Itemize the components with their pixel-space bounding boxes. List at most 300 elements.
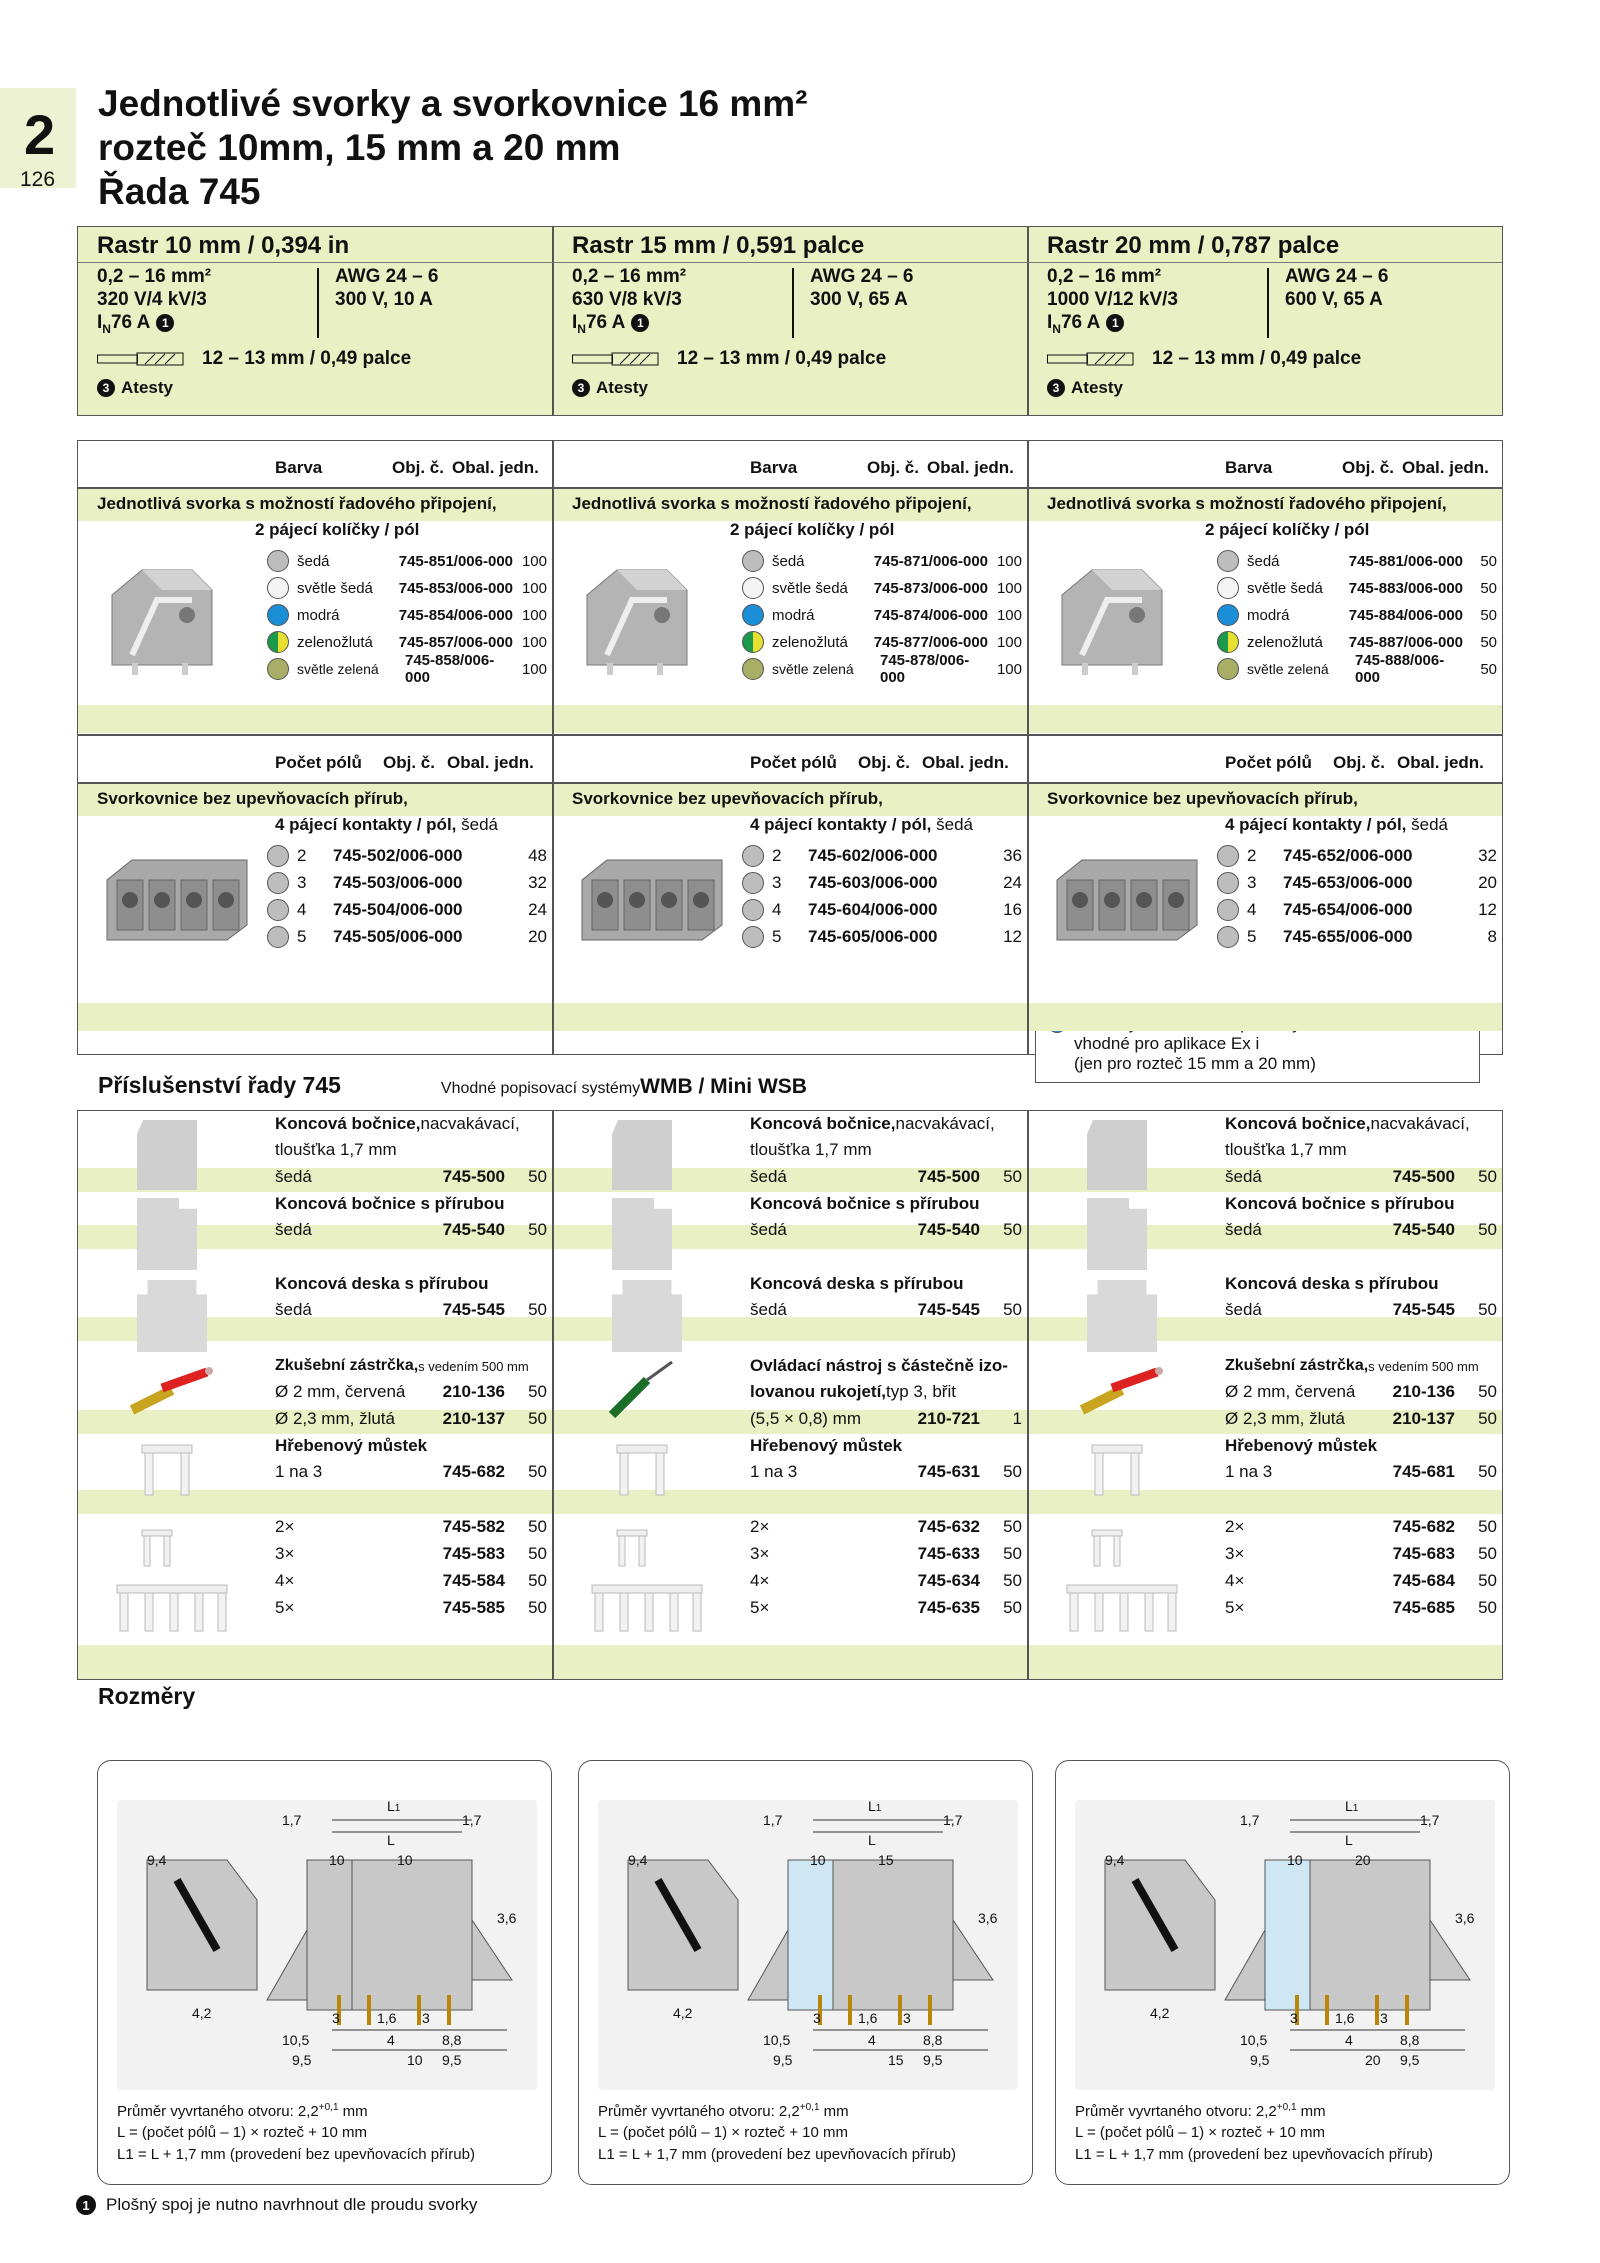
- acc-order-number: 745-540: [442, 1220, 505, 1239]
- dim-label: 4,2: [1150, 2005, 1170, 2021]
- pack-unit: 100: [521, 633, 547, 651]
- pack-unit: 100: [996, 606, 1022, 624]
- dim-label: 1,7: [1420, 1812, 1440, 1828]
- note-line-3: (jen pro rozteč 15 mm a 20 mm): [1074, 1054, 1316, 1073]
- order-number: 745-851/006-000: [398, 552, 513, 570]
- spec-approvals: [572, 378, 648, 398]
- acc-text: šedá: [1225, 1220, 1262, 1239]
- t2-h-pack: Obal. jedn.: [447, 753, 534, 772]
- t1-h-pack: Obal. jedn.: [927, 458, 1014, 477]
- spec-vrule: [792, 268, 794, 338]
- bridge-poles: 5×: [750, 1598, 770, 1617]
- spec-current-sub: N: [1052, 322, 1061, 336]
- acc-line: [1225, 1192, 1497, 1216]
- terminal-image: [577, 555, 697, 675]
- acc-title: Koncová bočnice,: [1225, 1114, 1371, 1133]
- pack-unit: 100: [521, 552, 547, 570]
- color-swatch-icon: [742, 926, 764, 948]
- acc-order-number: 745-545: [442, 1300, 505, 1319]
- acc-line: [1225, 1460, 1497, 1484]
- color-name: šedá: [297, 552, 330, 570]
- acc-order-number: 745-633: [917, 1544, 980, 1563]
- spec-b2: 300 V, 65 A: [810, 289, 908, 310]
- acc-order-number: 745-584: [442, 1571, 505, 1590]
- dim-label: 4,2: [192, 2005, 212, 2021]
- note-1-icon: 1: [631, 314, 649, 332]
- drill-hole-unit: mm: [338, 2103, 368, 2120]
- spec-a2: 630 V/8 kV/3: [572, 289, 682, 310]
- acc-pack-unit: 50: [1003, 1544, 1022, 1563]
- spec-current-symbol: I: [1047, 312, 1053, 333]
- order-number: 745-505/006-000: [333, 927, 463, 946]
- comb-bridge-row: [750, 1515, 1022, 1539]
- bridge-poles: 4×: [1225, 1571, 1245, 1590]
- acc-line: [1225, 1112, 1497, 1136]
- comb-bridge-image: [612, 1440, 672, 1500]
- spec-current-value: 76 A: [1060, 312, 1101, 333]
- pole-count: 3: [1247, 873, 1257, 892]
- dim-label: 4: [868, 2032, 876, 2048]
- dim-label: 9,5: [1400, 2052, 1420, 2068]
- pack-unit: 8: [1487, 927, 1497, 946]
- acc-pack-unit: 50: [1478, 1409, 1497, 1428]
- bridge-poles: 3×: [275, 1544, 295, 1563]
- acc-pack-unit: 50: [1478, 1462, 1497, 1481]
- acc-order-number: 210-137: [1392, 1409, 1455, 1428]
- dimension-drawing: [1075, 1800, 1495, 2090]
- approvals-label: Atesty: [596, 378, 648, 397]
- order-number: 745-874/006-000: [873, 606, 988, 624]
- t2-h-pack: Obal. jedn.: [1397, 753, 1484, 772]
- pack-unit: 50: [1480, 552, 1497, 570]
- acc-pack-unit: 50: [1003, 1462, 1022, 1481]
- pack-unit: 20: [1478, 873, 1497, 892]
- t1-title: Jednotlivá svorka s možností řadového připojení,: [572, 494, 972, 513]
- acc-title: Koncová bočnice s přírubou: [750, 1194, 980, 1213]
- note-3-icon: 3: [97, 379, 115, 397]
- acc-line: [750, 1165, 1022, 1189]
- color-swatch-icon: [267, 899, 289, 921]
- t2-sub-bold: 4 pájecí kontakty / pól,: [1225, 815, 1407, 834]
- bridge-poles: 4×: [750, 1571, 770, 1590]
- drill-hole-tolerance: +0,1: [318, 2102, 339, 2113]
- test-plug-image: [127, 1360, 217, 1420]
- dim-label: 3: [332, 2010, 340, 2026]
- title-line-3: Řada 745: [98, 171, 261, 212]
- t1-h-obj: Obj. č.: [1342, 458, 1394, 477]
- color-variant-row: [267, 575, 547, 601]
- color-swatch-icon: [1217, 631, 1239, 653]
- t1-sub: 2 pájecí kolíčky / pól: [255, 520, 420, 539]
- color-name: světle zelená: [297, 661, 379, 677]
- acc-pack-unit: 50: [528, 1598, 547, 1617]
- footnote-marker-icon: 1: [76, 2195, 96, 2215]
- pole-count-row: [1217, 924, 1497, 950]
- spec-current-value: 76 A: [110, 312, 151, 333]
- drill-hole-unit: mm: [819, 2103, 849, 2120]
- dim-label: 9,5: [1250, 2052, 1270, 2068]
- acc-pack-unit: 50: [1478, 1571, 1497, 1590]
- acc-text: Ø 2 mm, červená: [275, 1382, 406, 1401]
- acc-title: lovanou rukojetí,: [750, 1382, 887, 1401]
- acc-text: 1 na 3: [275, 1462, 323, 1481]
- acc-text: šedá: [275, 1220, 312, 1239]
- acc-pack-unit: 50: [528, 1409, 547, 1428]
- spec-a1: 0,2 – 16 mm²: [572, 266, 687, 287]
- acc-title: Koncová bočnice s přírubou: [275, 1194, 505, 1213]
- t1-h-color: Barva: [750, 458, 798, 477]
- order-number: 745-603/006-000: [808, 873, 938, 892]
- acc-pack-unit: 50: [528, 1517, 547, 1536]
- pole-count: 4: [1247, 900, 1257, 919]
- acc-pack-unit: 50: [1478, 1517, 1497, 1536]
- acc-pack-unit: 50: [528, 1462, 547, 1481]
- color-variant-row: [742, 602, 1022, 628]
- pack-unit: 24: [1003, 873, 1022, 892]
- acc-line: [275, 1380, 547, 1404]
- pole-count: 2: [772, 846, 782, 865]
- acc-title: Koncová bočnice,: [750, 1114, 896, 1133]
- acc-pack-unit: 50: [528, 1382, 547, 1401]
- acc-subtitle: s vedením 500 mm: [418, 1358, 529, 1374]
- acc-order-number: 745-545: [1392, 1300, 1455, 1319]
- acc-col-divider: [1027, 1110, 1029, 1680]
- dim-label: 10: [397, 1852, 413, 1868]
- pack-unit: 16: [1003, 900, 1022, 919]
- acc-order-number: 745-683: [1392, 1544, 1455, 1563]
- t2-sub-color: šedá: [1406, 815, 1448, 834]
- pole-count: 2: [1247, 846, 1257, 865]
- acc-title: Koncová bočnice,: [275, 1114, 421, 1133]
- color-name: světle šedá: [772, 579, 848, 597]
- pole-count-row: [267, 843, 547, 869]
- order-number: 745-883/006-000: [1348, 579, 1463, 597]
- dim-L1: [868, 1798, 881, 1814]
- acc-subtitle: nacvakávací,: [895, 1114, 995, 1133]
- footnote-text: Plošný spoj je nutno navrhnout dle proudu svorky: [106, 2195, 478, 2214]
- dim-label: 10: [1287, 1852, 1303, 1868]
- acc-title: Koncová deska s přírubou: [750, 1274, 964, 1293]
- t2-sub-bold: 4 pájecí kontakty / pól,: [750, 815, 932, 834]
- drill-hole-text: Průměr vyvrtaného otvoru: 2,2: [1075, 2103, 1277, 2120]
- spec-b2: 600 V, 65 A: [1285, 289, 1383, 310]
- pack-unit: 50: [1480, 633, 1497, 651]
- dim-label: 1,6: [858, 2010, 878, 2026]
- pack-unit: 50: [1480, 579, 1497, 597]
- t1-col-divider: [1027, 440, 1029, 735]
- acc-green-band: [78, 1490, 1502, 1514]
- spec-a1: 0,2 – 16 mm²: [1047, 266, 1162, 287]
- drill-hole-tolerance: +0,1: [1276, 2102, 1297, 2113]
- acc-line: [275, 1298, 547, 1322]
- acc-pack-unit: 50: [1003, 1220, 1022, 1239]
- order-number: 745-887/006-000: [1348, 633, 1463, 651]
- spec-current-symbol: I: [97, 312, 103, 333]
- spec-b2: 300 V, 10 A: [335, 289, 433, 310]
- acc-line: [750, 1192, 1022, 1216]
- dim-L1: [387, 1798, 400, 1814]
- acc-text: šedá: [1225, 1167, 1262, 1186]
- color-name: zelenožlutá: [772, 633, 848, 651]
- pole-count: 2: [297, 846, 307, 865]
- acc-order-number: 210-136: [1392, 1382, 1455, 1401]
- acc-line: [275, 1138, 547, 1162]
- dim-label: L: [387, 1832, 395, 1848]
- acc-line: [1225, 1407, 1497, 1431]
- pack-unit: 20: [528, 927, 547, 946]
- acc-pack-unit: 50: [528, 1571, 547, 1590]
- color-variant-row: [742, 548, 1022, 574]
- acc-pack-unit: 50: [1478, 1220, 1497, 1239]
- dim-label: 9,5: [442, 2052, 462, 2068]
- acc-pack-unit: 50: [1003, 1300, 1022, 1319]
- wire-strip-icon: [572, 352, 660, 366]
- acc-text: šedá: [1225, 1300, 1262, 1319]
- acc-order-number: 745-634: [917, 1571, 980, 1590]
- t2-title: Svorkovnice bez upevňovacích přírub,: [572, 789, 883, 808]
- acc-line: [275, 1434, 547, 1458]
- pack-unit: 50: [1480, 660, 1497, 678]
- color-swatch-icon: [742, 899, 764, 921]
- acc-pack-unit: 50: [1478, 1382, 1497, 1401]
- dim-label: 3,6: [1455, 1910, 1475, 1926]
- pack-unit: 100: [996, 660, 1022, 678]
- spec-header-rule: [77, 262, 552, 263]
- t2-col-divider: [1027, 735, 1029, 1055]
- pole-count-row: [1217, 870, 1497, 896]
- comb-bridge-row: [1225, 1569, 1497, 1593]
- acc-order-number: 745-500: [917, 1167, 980, 1186]
- color-variant-row: [1217, 652, 1497, 686]
- color-swatch-icon: [742, 631, 764, 653]
- dimension-drawing: [117, 1800, 537, 2090]
- acc-line: [750, 1112, 1022, 1136]
- spec-vrule: [317, 268, 319, 338]
- order-number: 745-602/006-000: [808, 846, 938, 865]
- bridge-poles: 2×: [750, 1517, 770, 1536]
- chapter-number: 2: [24, 103, 56, 166]
- pole-count: 5: [297, 927, 307, 946]
- terminal-strip-image: [572, 845, 732, 955]
- acc-line: [275, 1165, 547, 1189]
- acc-line: [275, 1407, 547, 1431]
- spec-approvals: [97, 378, 173, 398]
- terminal-image: [102, 555, 222, 675]
- t2-h-poles: Počet pólů: [1225, 753, 1312, 772]
- order-number: 745-877/006-000: [873, 633, 988, 651]
- t2-h-poles: Počet pólů: [275, 753, 362, 772]
- pack-unit: 100: [521, 660, 547, 678]
- comb-bridge-row: [750, 1569, 1022, 1593]
- end-plate-flange-image: [137, 1198, 197, 1270]
- color-swatch-icon: [1217, 604, 1239, 626]
- drill-hole-note: [1075, 2102, 1326, 2120]
- color-name: zelenožlutá: [1247, 633, 1323, 651]
- end-board-image: [612, 1280, 682, 1352]
- dim-label: 4: [1345, 2032, 1353, 2048]
- dim-L1-symbol: L: [1345, 1798, 1353, 1814]
- comb-bridge-row: [275, 1596, 547, 1620]
- color-name: světle šedá: [297, 579, 373, 597]
- drill-hole-text: Průměr vyvrtaného otvoru: 2,2: [598, 2103, 800, 2120]
- color-swatch-icon: [742, 658, 764, 680]
- screwdriver-image: [602, 1360, 692, 1420]
- pole-count: 3: [772, 873, 782, 892]
- order-number: 745-888/006-000: [1355, 652, 1445, 686]
- dim-label: 1,7: [282, 1812, 302, 1828]
- acc-pack-unit: 50: [1003, 1167, 1022, 1186]
- spec-divider: [552, 226, 554, 416]
- comb-bridge-row: [1225, 1542, 1497, 1566]
- color-swatch-icon: [1217, 899, 1239, 921]
- formula-L1: L1 = L + 1,7 mm (provedení bez upevňovacích přírub): [117, 2146, 475, 2163]
- spec-rastr: Rastr 10 mm / 0,394 in: [97, 232, 350, 259]
- acc-pack-unit: 50: [528, 1300, 547, 1319]
- dim-label: 3,6: [497, 1910, 517, 1926]
- acc-pack-unit: 50: [1478, 1300, 1497, 1319]
- title-line-1: Jednotlivé svorky a svorkovnice 16 mm²: [98, 83, 808, 124]
- acc-green-band: [78, 1645, 1502, 1679]
- pack-unit: 100: [996, 552, 1022, 570]
- pole-count-row: [742, 870, 1022, 896]
- dim-label: 3: [422, 2010, 430, 2026]
- drill-hole-text: Průměr vyvrtaného otvoru: 2,2: [117, 2103, 319, 2120]
- acc-order-number: 745-500: [442, 1167, 505, 1186]
- acc-line: [1225, 1298, 1497, 1322]
- page-title: [98, 82, 808, 214]
- acc-line: [750, 1218, 1022, 1242]
- color-variant-row: [742, 652, 1022, 686]
- marking-systems-label: Vhodné popisovací systémy: [440, 1080, 641, 1097]
- acc-pack-unit: 50: [1003, 1571, 1022, 1590]
- wire-strip-icon: [97, 352, 185, 366]
- order-number: 745-655/006-000: [1283, 927, 1413, 946]
- spec-rastr: Rastr 15 mm / 0,591 palce: [572, 232, 865, 259]
- t2-sub-bold: 4 pájecí kontakty / pól,: [275, 815, 457, 834]
- pole-count: 4: [297, 900, 307, 919]
- drill-hole-note: [598, 2102, 849, 2120]
- dim-L1-sub: 1: [1352, 1803, 1359, 1814]
- spec-rated-current: [572, 312, 649, 334]
- color-swatch-icon: [267, 872, 289, 894]
- approvals-label: Atesty: [121, 378, 173, 397]
- dim-L1-symbol: L: [387, 1798, 395, 1814]
- title-line-2: rozteč 10mm, 15 mm a 20 mm: [98, 127, 621, 168]
- acc-text: šedá: [750, 1300, 787, 1319]
- color-name: modrá: [297, 606, 340, 624]
- acc-subtitle: nacvakávací,: [1370, 1114, 1470, 1133]
- formula-L: L = (počet pólů – 1) × rozteč + 10 mm: [598, 2124, 848, 2141]
- acc-subtitle: s vedením 500 mm: [1368, 1358, 1479, 1374]
- acc-line: [1225, 1138, 1497, 1162]
- end-plate-flange-image: [1087, 1198, 1147, 1270]
- end-board-image: [137, 1280, 207, 1352]
- pack-unit: 50: [1480, 606, 1497, 624]
- pole-count-row: [267, 924, 547, 950]
- acc-order-number: 210-137: [442, 1409, 505, 1428]
- color-name: šedá: [1247, 552, 1280, 570]
- order-number: 745-873/006-000: [873, 579, 988, 597]
- spec-strip-length: 12 – 13 mm / 0,49 palce: [1152, 348, 1362, 369]
- color-swatch-icon: [1217, 845, 1239, 867]
- t2-h-pack: Obal. jedn.: [922, 753, 1009, 772]
- t2-sub-color: šedá: [456, 815, 498, 834]
- t2-sub: [750, 815, 973, 835]
- bridge-poles: 3×: [1225, 1544, 1245, 1563]
- acc-line: [750, 1380, 1022, 1404]
- acc-order-number: 745-582: [442, 1517, 505, 1536]
- acc-title: Hřebenový můstek: [750, 1436, 903, 1455]
- acc-order-number: 745-682: [442, 1462, 505, 1481]
- color-name: světle šedá: [1247, 579, 1323, 597]
- pole-count-row: [1217, 843, 1497, 869]
- order-number: 745-654/006-000: [1283, 900, 1413, 919]
- color-swatch-icon: [1217, 926, 1239, 948]
- order-number: 745-871/006-000: [873, 552, 988, 570]
- t2-title: Svorkovnice bez upevňovacích přírub,: [1047, 789, 1358, 808]
- note-1-icon: 1: [1106, 314, 1124, 332]
- pack-unit: 12: [1478, 900, 1497, 919]
- bridge-poles: 5×: [275, 1598, 295, 1617]
- acc-order-number: 745-635: [917, 1598, 980, 1617]
- terminal-strip-image: [97, 845, 257, 955]
- drill-hole-unit: mm: [1296, 2103, 1326, 2120]
- acc-order-number: 745-632: [917, 1517, 980, 1536]
- acc-text: Ø 2,3 mm, žlutá: [275, 1409, 395, 1428]
- end-plate-image: [612, 1120, 672, 1190]
- pack-unit: 24: [528, 900, 547, 919]
- order-number: 745-853/006-000: [398, 579, 513, 597]
- dim-label: 8,8: [923, 2032, 943, 2048]
- dim-L1-symbol: L: [868, 1798, 876, 1814]
- acc-title: Zkušební zástrčka,: [1225, 1357, 1369, 1374]
- terminal-image: [1052, 555, 1172, 675]
- formula-L1: L1 = L + 1,7 mm (provedení bez upevňovacích přírub): [598, 2146, 956, 2163]
- spec-current-symbol: I: [572, 312, 578, 333]
- acc-title: Koncová deska s přírubou: [1225, 1274, 1439, 1293]
- pack-unit: 36: [1003, 846, 1022, 865]
- footnote: [76, 2195, 477, 2215]
- spec-strip-length: 12 – 13 mm / 0,49 palce: [677, 348, 887, 369]
- acc-order-number: 745-631: [917, 1462, 980, 1481]
- end-plate-flange-image: [612, 1198, 672, 1270]
- dim-label: L: [868, 1832, 876, 1848]
- acc-text: 1 na 3: [750, 1462, 798, 1481]
- acc-order-number: 745-540: [1392, 1220, 1455, 1239]
- comb-bridge-set-image: [587, 1525, 707, 1635]
- color-swatch-icon: [267, 926, 289, 948]
- spec-rastr: Rastr 20 mm / 0,787 palce: [1047, 232, 1340, 259]
- color-name: šedá: [772, 552, 805, 570]
- dim-label: 20: [1355, 1852, 1371, 1868]
- order-number: 745-605/006-000: [808, 927, 938, 946]
- color-variant-row: [1217, 602, 1497, 628]
- approvals-label: Atesty: [1071, 378, 1123, 397]
- t2-h-obj: Obj. č.: [1333, 753, 1385, 772]
- marking-systems-value: WMB / Mini WSB: [640, 1075, 807, 1098]
- acc-pack-unit: 50: [1003, 1517, 1022, 1536]
- bridge-poles: 4×: [275, 1571, 295, 1590]
- comb-bridge-image: [1087, 1440, 1147, 1500]
- bridge-poles: 2×: [1225, 1517, 1245, 1536]
- comb-bridge-image: [137, 1440, 197, 1500]
- order-number: 745-652/006-000: [1283, 846, 1413, 865]
- comb-bridge-row: [750, 1542, 1022, 1566]
- acc-line: [275, 1272, 547, 1296]
- dim-label: 1,7: [763, 1812, 783, 1828]
- dim-label: 3,6: [978, 1910, 998, 1926]
- pole-count-row: [742, 897, 1022, 923]
